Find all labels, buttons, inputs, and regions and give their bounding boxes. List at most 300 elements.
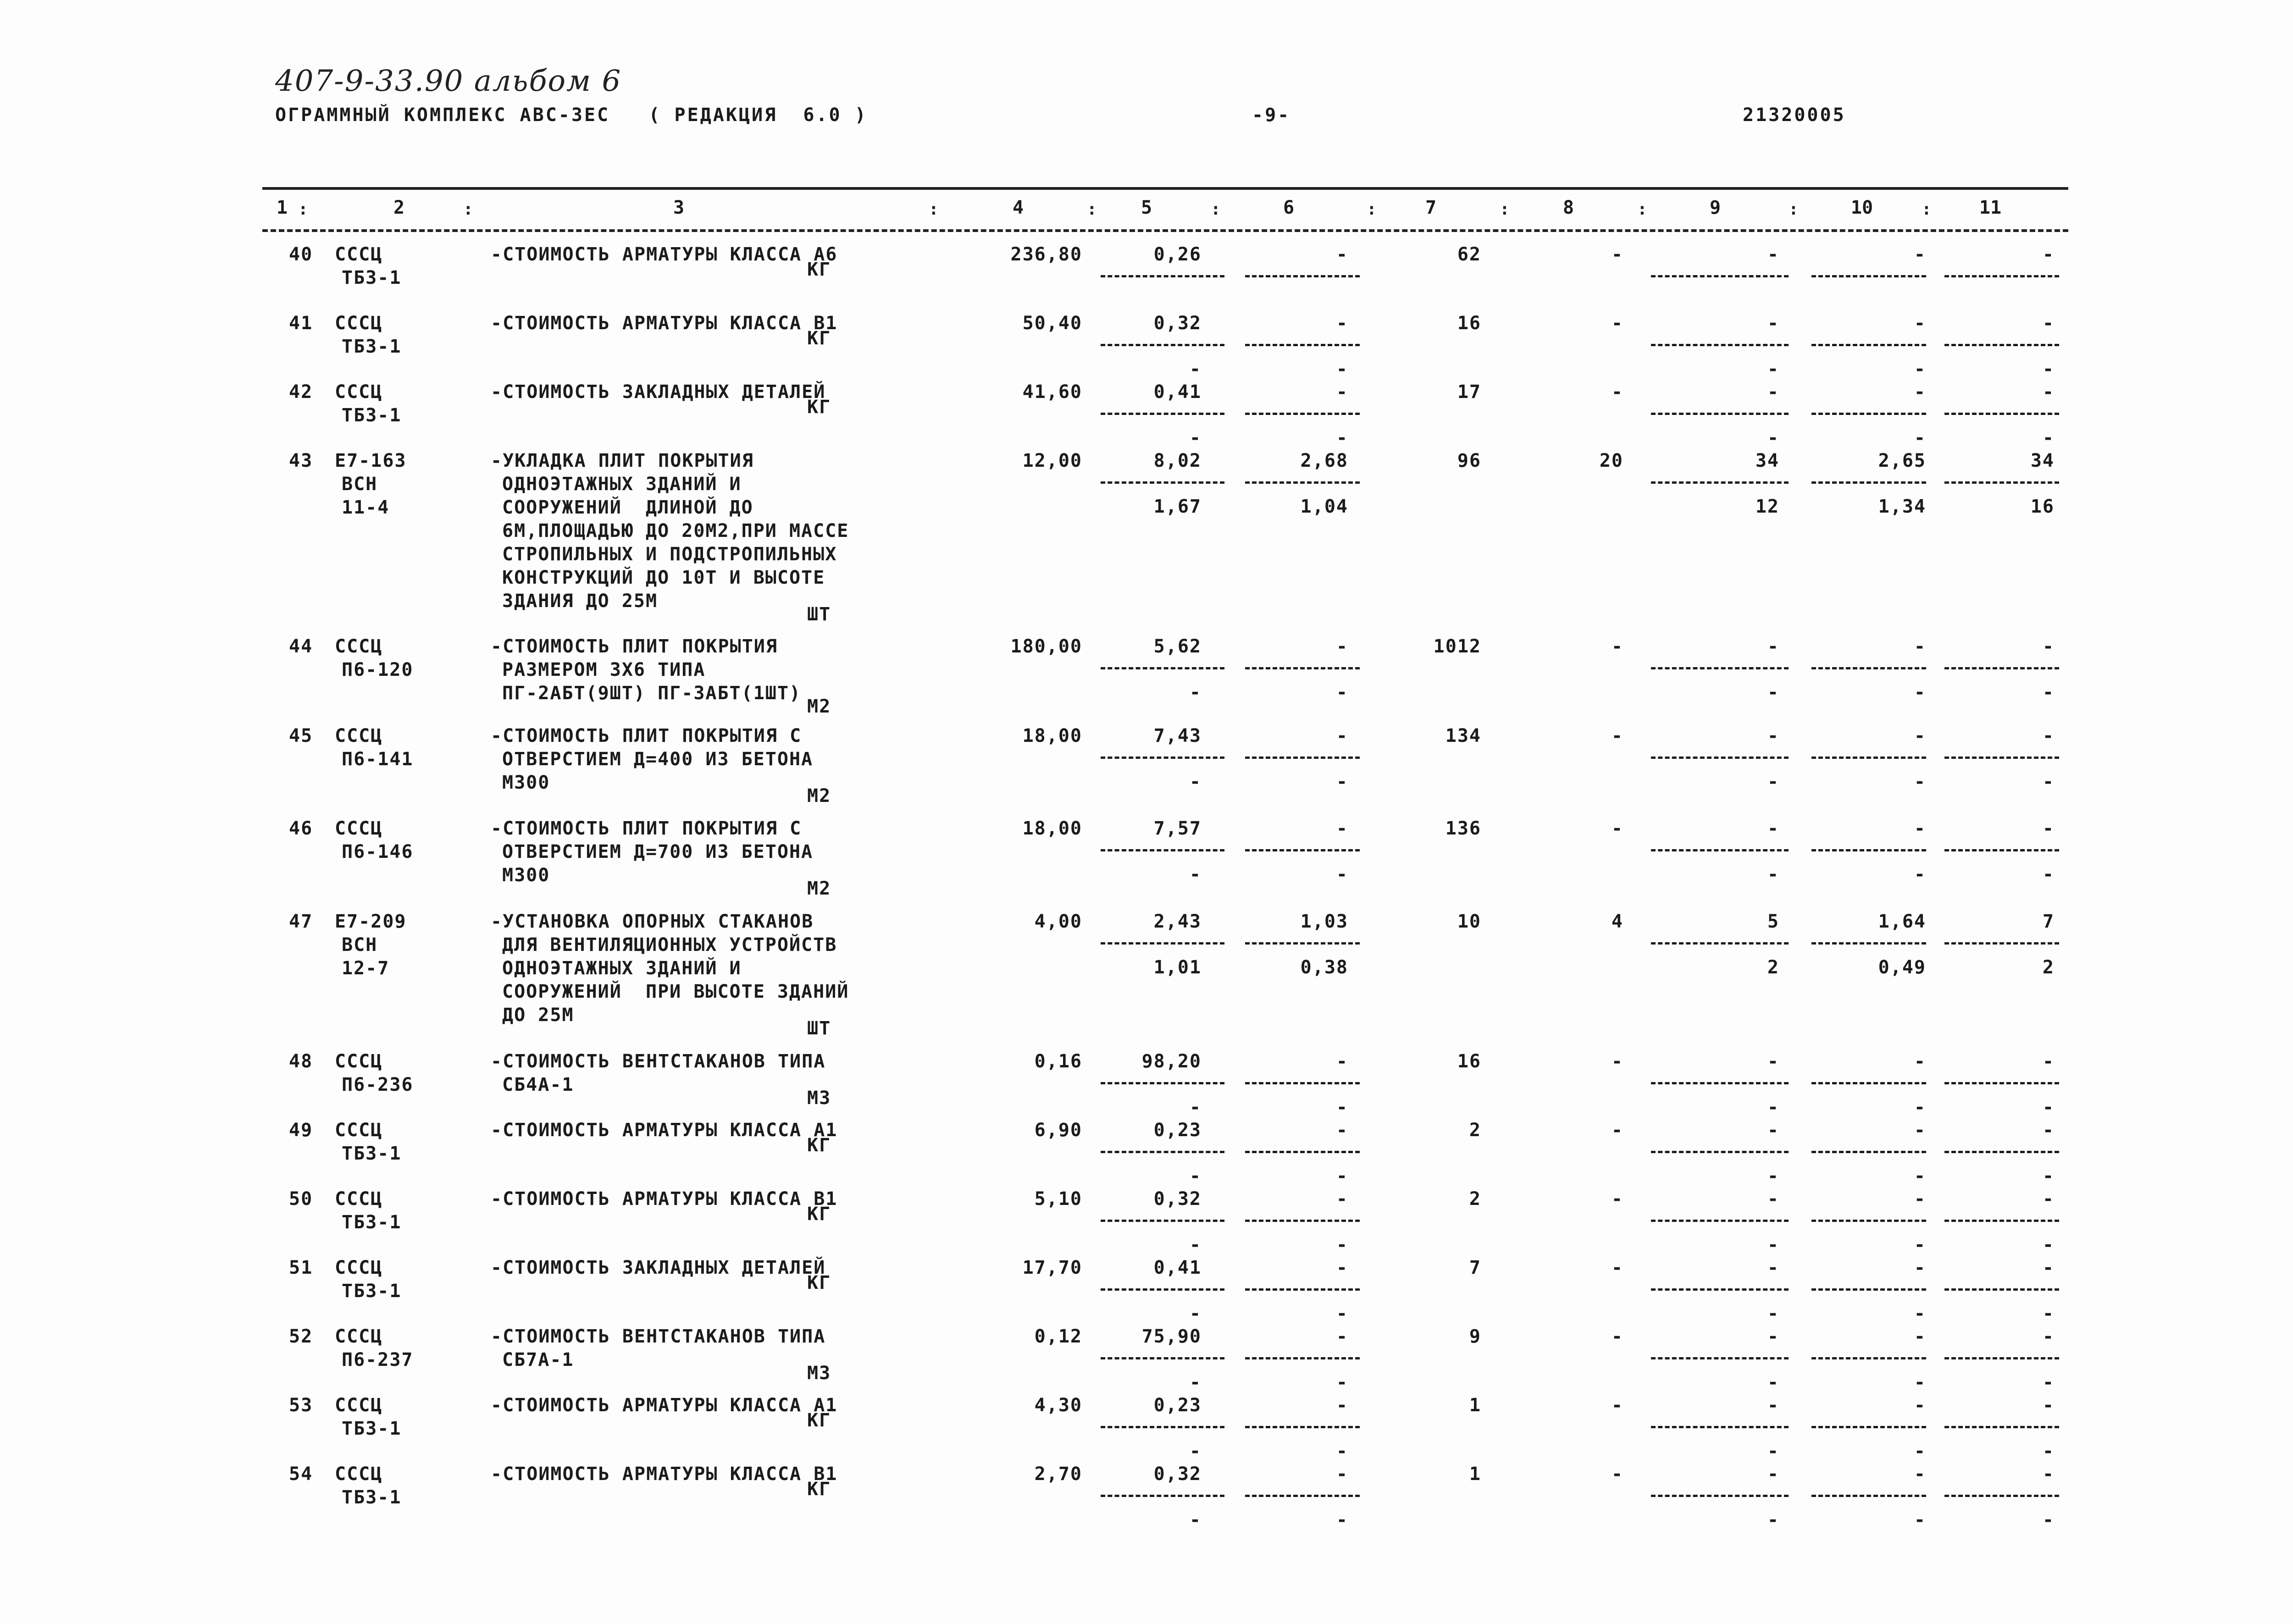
row-code: СССЦ <box>335 313 383 334</box>
table-top-rule <box>262 187 2068 190</box>
row-col6: - <box>1336 636 1348 657</box>
col11-underline <box>1944 757 2059 759</box>
row-col6: - <box>1336 1051 1348 1072</box>
row-unit-cost: 0,41 <box>1153 381 1202 403</box>
row-col11: 34 <box>2030 450 2055 471</box>
row-col9: 5 <box>1767 911 1779 932</box>
col6-underline <box>1245 275 1360 277</box>
row-col11: - <box>2042 1188 2055 1210</box>
row-col9-sub: - <box>1767 1303 1779 1324</box>
row-unit: КГ <box>807 259 831 280</box>
row-code: СССЦ <box>335 244 383 265</box>
row-number: 45 <box>289 725 313 746</box>
row-col8: - <box>1611 1395 1623 1416</box>
col10-underline <box>1811 1151 1926 1153</box>
row-col9: - <box>1767 1326 1779 1347</box>
row-col8: 4 <box>1611 911 1623 932</box>
row-col6-sub: - <box>1336 1372 1348 1393</box>
column-number: 8 <box>1562 197 1574 218</box>
col10-underline <box>1811 275 1926 277</box>
row-col10-sub: - <box>1914 771 1926 792</box>
row-unit: ШТ <box>807 1018 831 1039</box>
row-code: СССЦ <box>335 1464 383 1485</box>
row-code: СССЦ <box>335 1188 383 1210</box>
row-col10: - <box>1914 244 1926 265</box>
col9-underline <box>1651 1426 1789 1428</box>
row-number: 42 <box>289 381 313 403</box>
row-description: -СТОИМОСТЬ ЗАКЛАДНЫХ ДЕТАЛЕЙ <box>491 381 826 403</box>
unit-cost-underline <box>1101 1151 1224 1153</box>
row-description: М300 <box>502 772 550 793</box>
row-code: 12-7 <box>342 958 390 979</box>
handwritten-album-note: 407-9-33.90 альбом 6 <box>275 64 622 98</box>
row-col10: - <box>1914 1326 1926 1347</box>
unit-cost-underline <box>1101 1357 1224 1359</box>
unit-cost-underline <box>1101 849 1224 851</box>
row-col10: - <box>1914 1257 1926 1278</box>
row-col10-sub: - <box>1914 1234 1926 1255</box>
column-number: 6 <box>1283 197 1295 218</box>
row-col6-sub: - <box>1336 771 1348 792</box>
col9-underline <box>1651 757 1789 759</box>
row-col10: - <box>1914 636 1926 657</box>
unit-cost-underline <box>1101 1220 1224 1222</box>
row-unit: КГ <box>807 1272 831 1293</box>
row-col6-sub: 1,04 <box>1300 496 1348 517</box>
row-unit: КГ <box>807 1204 831 1225</box>
row-col11-sub: - <box>2042 1372 2055 1393</box>
column-separator: : <box>1637 200 1647 219</box>
column-separator: : <box>1500 200 1510 219</box>
row-description: ПГ-2АБТ(9ШТ) ПГ-3АБТ(1ШТ) <box>502 683 802 704</box>
row-unit-cost: 0,41 <box>1153 1257 1202 1278</box>
row-col10: - <box>1914 1395 1926 1416</box>
row-quantity: 2,70 <box>1034 1464 1082 1485</box>
row-code: П6-236 <box>342 1074 414 1095</box>
row-description: 6М,ПЛОЩАДЬЮ ДО 20М2,ПРИ МАССЕ <box>502 520 849 541</box>
row-col8: - <box>1611 636 1623 657</box>
col11-underline <box>1944 1082 2059 1084</box>
row-code: СССЦ <box>335 636 383 657</box>
row-col9: - <box>1767 1464 1779 1485</box>
row-col8: - <box>1611 1464 1623 1485</box>
row-description: РАЗМЕРОМ 3Х6 ТИПА <box>502 659 706 680</box>
row-col8: - <box>1611 1257 1623 1278</box>
row-total: 62 <box>1457 244 1481 265</box>
col6-underline <box>1245 849 1360 851</box>
col10-underline <box>1811 849 1926 851</box>
row-total: 10 <box>1457 911 1481 932</box>
col11-underline <box>1944 1220 2059 1222</box>
row-unit-cost: 0,23 <box>1153 1120 1202 1141</box>
row-description: СБ7А-1 <box>502 1349 574 1370</box>
row-col9: - <box>1767 636 1779 657</box>
row-col8: - <box>1611 381 1623 403</box>
row-total: 1 <box>1469 1395 1481 1416</box>
row-col11-sub: - <box>2042 359 2055 380</box>
row-quantity: 41,60 <box>1022 381 1082 403</box>
row-description: ОТВЕРСТИЕМ Д=400 ИЗ БЕТОНА <box>502 749 814 770</box>
row-col10: - <box>1914 1120 1926 1141</box>
column-number: 7 <box>1425 197 1437 218</box>
row-col6: - <box>1336 1257 1348 1278</box>
row-col6-sub: - <box>1336 864 1348 885</box>
row-col8: - <box>1611 818 1623 839</box>
unit-cost-underline <box>1101 481 1224 484</box>
column-number: 1 <box>276 197 288 218</box>
row-col6: - <box>1336 313 1348 334</box>
row-quantity: 0,12 <box>1034 1326 1082 1347</box>
row-quantity: 236,80 <box>1010 244 1082 265</box>
row-number: 49 <box>289 1120 313 1141</box>
row-code: СССЦ <box>335 725 383 746</box>
row-col9-sub: - <box>1767 1372 1779 1393</box>
col11-underline <box>1944 942 2059 945</box>
row-col9: - <box>1767 1120 1779 1141</box>
row-col10-sub: - <box>1914 1509 1926 1530</box>
row-unit-cost: 0,32 <box>1153 1188 1202 1210</box>
col6-underline <box>1245 1151 1360 1153</box>
row-col8: - <box>1611 1188 1623 1210</box>
row-description: ДО 25М <box>502 1005 574 1026</box>
column-number: 3 <box>673 197 685 218</box>
row-unit: М2 <box>807 696 831 717</box>
col11-underline <box>1944 667 2059 669</box>
row-number: 44 <box>289 636 313 657</box>
row-col9: - <box>1767 244 1779 265</box>
row-col9-sub: 12 <box>1755 496 1779 517</box>
row-col10-sub: 0,49 <box>1878 957 1926 978</box>
row-code: СССЦ <box>335 381 383 403</box>
row-col11-sub: - <box>2042 1097 2055 1118</box>
row-number: 48 <box>289 1051 313 1072</box>
row-number: 47 <box>289 911 313 932</box>
row-number: 51 <box>289 1257 313 1278</box>
row-unit: ШТ <box>807 604 831 625</box>
row-col9: - <box>1767 1395 1779 1416</box>
col10-underline <box>1811 413 1926 415</box>
row-code: СССЦ <box>335 1326 383 1347</box>
row-unit-cost-sub: - <box>1189 427 1202 448</box>
col11-underline <box>1944 481 2059 484</box>
row-description: -СТОИМОСТЬ АРМАТУРЫ КЛАССА В1 <box>491 1188 838 1210</box>
row-col6: - <box>1336 725 1348 746</box>
col9-underline <box>1651 413 1789 415</box>
row-col11: - <box>2042 636 2055 657</box>
row-col10: - <box>1914 1051 1926 1072</box>
row-code: СССЦ <box>335 1120 383 1141</box>
row-total: 136 <box>1445 818 1481 839</box>
row-unit-cost-sub: - <box>1189 1166 1202 1187</box>
unit-cost-underline <box>1101 667 1224 669</box>
row-col9-sub: - <box>1767 1509 1779 1530</box>
row-description: ЗДАНИЯ ДО 25М <box>502 591 658 612</box>
row-col10-sub: 1,34 <box>1878 496 1926 517</box>
unit-cost-underline <box>1101 1082 1224 1084</box>
row-col10: 1,64 <box>1878 911 1926 932</box>
row-col9-sub: 2 <box>1767 957 1779 978</box>
row-col9-sub: - <box>1767 682 1779 703</box>
row-col6-sub: 0,38 <box>1300 957 1348 978</box>
row-description: ОТВЕРСТИЕМ Д=700 ИЗ БЕТОНА <box>502 841 814 862</box>
row-total: 2 <box>1469 1188 1481 1210</box>
column-separator: : <box>1087 200 1097 219</box>
row-col6-sub: - <box>1336 1166 1348 1187</box>
row-col9-sub: - <box>1767 1441 1779 1462</box>
col9-underline <box>1651 1288 1789 1291</box>
col9-underline <box>1651 667 1789 669</box>
row-col8: 20 <box>1599 450 1623 471</box>
row-col6-sub: - <box>1336 682 1348 703</box>
row-col6: - <box>1336 1188 1348 1210</box>
page-number: -9- <box>1252 105 1291 126</box>
row-col6: - <box>1336 381 1348 403</box>
row-unit-cost: 7,43 <box>1153 725 1202 746</box>
row-description: ДЛЯ ВЕНТИЛЯЦИОННЫХ УСТРОЙСТВ <box>502 934 837 956</box>
unit-cost-underline <box>1101 1426 1224 1428</box>
row-quantity: 6,90 <box>1034 1120 1082 1141</box>
row-col8: - <box>1611 1051 1623 1072</box>
row-unit-cost-sub: - <box>1189 1509 1202 1530</box>
col6-underline <box>1245 413 1360 415</box>
row-unit-cost-sub: - <box>1189 864 1202 885</box>
row-unit-cost-sub: - <box>1189 1097 1202 1118</box>
row-col6: - <box>1336 1395 1348 1416</box>
row-description: -УКЛАДКА ПЛИТ ПОКРЫТИЯ <box>491 450 754 471</box>
row-col11-sub: 16 <box>2030 496 2055 517</box>
row-col9: - <box>1767 381 1779 403</box>
col6-underline <box>1245 1495 1360 1497</box>
row-number: 43 <box>289 450 313 471</box>
row-code: ТБ3-1 <box>342 1487 402 1508</box>
column-number: 2 <box>393 197 405 218</box>
col9-underline <box>1651 1151 1789 1153</box>
row-code: Е7-163 <box>335 450 407 471</box>
row-code: П6-146 <box>342 841 414 862</box>
row-description: -СТОИМОСТЬ АРМАТУРЫ КЛАССА А1 <box>491 1395 838 1416</box>
col11-underline <box>1944 1426 2059 1428</box>
row-description: СООРУЖЕНИЙ ПРИ ВЫСОТЕ ЗДАНИЙ <box>502 981 849 1002</box>
row-col10-sub: - <box>1914 1303 1926 1324</box>
col10-underline <box>1811 1426 1926 1428</box>
row-col10: - <box>1914 725 1926 746</box>
row-unit-cost: 0,23 <box>1153 1395 1202 1416</box>
row-unit-cost-sub: - <box>1189 1303 1202 1324</box>
row-description: ОДНОЭТАЖНЫХ ЗДАНИЙ И <box>502 474 742 495</box>
column-separator: : <box>1367 200 1377 219</box>
row-col10: - <box>1914 313 1926 334</box>
row-code: ВСН <box>342 934 378 956</box>
row-quantity: 17,70 <box>1022 1257 1082 1278</box>
row-col11: - <box>2042 1326 2055 1347</box>
row-col11-sub: 2 <box>2042 957 2055 978</box>
row-col11-sub: - <box>2042 864 2055 885</box>
row-unit-cost-sub: - <box>1189 682 1202 703</box>
row-col10: 2,65 <box>1878 450 1926 471</box>
col9-underline <box>1651 1357 1789 1359</box>
row-total: 16 <box>1457 1051 1481 1072</box>
row-col9: - <box>1767 1188 1779 1210</box>
col10-underline <box>1811 1082 1926 1084</box>
col9-underline <box>1651 481 1789 484</box>
col9-underline <box>1651 344 1789 346</box>
row-col10-sub: - <box>1914 359 1926 380</box>
col10-underline <box>1811 1357 1926 1359</box>
col9-underline <box>1651 1082 1789 1084</box>
row-col11-sub: - <box>2042 1234 2055 1255</box>
row-unit-cost-sub: - <box>1189 1441 1202 1462</box>
row-unit-cost: 7,57 <box>1153 818 1202 839</box>
col10-underline <box>1811 942 1926 945</box>
row-description: -СТОИМОСТЬ ПЛИТ ПОКРЫТИЯ <box>491 636 778 657</box>
row-col11: - <box>2042 725 2055 746</box>
row-unit-cost-sub: 1,67 <box>1153 496 1202 517</box>
unit-cost-underline <box>1101 344 1224 346</box>
row-number: 52 <box>289 1326 313 1347</box>
row-col6-sub: - <box>1336 1097 1348 1118</box>
row-unit-cost: 0,32 <box>1153 313 1202 334</box>
col6-underline <box>1245 1288 1360 1291</box>
row-col9: - <box>1767 1051 1779 1072</box>
row-quantity: 0,16 <box>1034 1051 1082 1072</box>
col11-underline <box>1944 275 2059 277</box>
unit-cost-underline <box>1101 1495 1224 1497</box>
col11-underline <box>1944 1357 2059 1359</box>
row-unit: М3 <box>807 1363 831 1384</box>
row-code: ТБ3-1 <box>342 336 402 357</box>
row-number: 54 <box>289 1464 313 1485</box>
col6-underline <box>1245 1426 1360 1428</box>
row-quantity: 180,00 <box>1010 636 1082 657</box>
col9-underline <box>1651 275 1789 277</box>
row-col9-sub: - <box>1767 1097 1779 1118</box>
row-col8: - <box>1611 725 1623 746</box>
col6-underline <box>1245 1082 1360 1084</box>
row-number: 46 <box>289 818 313 839</box>
row-quantity: 18,00 <box>1022 818 1082 839</box>
unit-cost-underline <box>1101 757 1224 759</box>
row-unit: КГ <box>807 1479 831 1500</box>
row-unit: КГ <box>807 1135 831 1156</box>
row-col9: - <box>1767 725 1779 746</box>
row-col6-sub: - <box>1336 1234 1348 1255</box>
row-unit-cost: 0,26 <box>1153 244 1202 265</box>
row-col10-sub: - <box>1914 864 1926 885</box>
col11-underline <box>1944 413 2059 415</box>
column-number: 4 <box>1012 197 1024 218</box>
row-col11-sub: - <box>2042 1303 2055 1324</box>
row-code: ТБ3-1 <box>342 1418 402 1439</box>
row-description: КОНСТРУКЦИЙ ДО 10Т И ВЫСОТЕ <box>502 567 825 588</box>
row-code: ТБ3-1 <box>342 1281 402 1302</box>
row-quantity: 18,00 <box>1022 725 1082 746</box>
col9-underline <box>1651 1495 1789 1497</box>
row-total: 2 <box>1469 1120 1481 1141</box>
row-unit-cost: 5,62 <box>1153 636 1202 657</box>
row-description: -СТОИМОСТЬ АРМАТУРЫ КЛАССА А6 <box>491 244 838 265</box>
unit-cost-underline <box>1101 942 1224 945</box>
row-unit-cost-sub: - <box>1189 1234 1202 1255</box>
col9-underline <box>1651 1220 1789 1222</box>
row-col6: - <box>1336 818 1348 839</box>
row-number: 41 <box>289 313 313 334</box>
row-description: -СТОИМОСТЬ ВЕНТСТАКАНОВ ТИПА <box>491 1051 826 1072</box>
row-quantity: 4,30 <box>1034 1395 1082 1416</box>
row-description: -УСТАНОВКА ОПОРНЫХ СТАКАНОВ <box>491 911 814 932</box>
row-col6: - <box>1336 1120 1348 1141</box>
row-unit-cost: 98,20 <box>1141 1051 1202 1072</box>
col10-underline <box>1811 667 1926 669</box>
row-col6: - <box>1336 1464 1348 1485</box>
row-col11: - <box>2042 1464 2055 1485</box>
row-col8: - <box>1611 244 1623 265</box>
row-unit: КГ <box>807 397 831 418</box>
row-col10-sub: - <box>1914 1372 1926 1393</box>
col6-underline <box>1245 757 1360 759</box>
row-unit-cost: 75,90 <box>1141 1326 1202 1347</box>
row-col11-sub: - <box>2042 1441 2055 1462</box>
row-number: 53 <box>289 1395 313 1416</box>
row-code: ВСН <box>342 474 378 495</box>
row-unit: М3 <box>807 1088 831 1109</box>
row-description: -СТОИМОСТЬ АРМАТУРЫ КЛАССА В1 <box>491 1464 838 1485</box>
row-description: М300 <box>502 865 550 886</box>
row-col6: - <box>1336 244 1348 265</box>
row-col10-sub: - <box>1914 1166 1926 1187</box>
row-description: -СТОИМОСТЬ ПЛИТ ПОКРЫТИЯ С <box>491 818 802 839</box>
row-col9: - <box>1767 313 1779 334</box>
col6-underline <box>1245 667 1360 669</box>
row-description: -СТОИМОСТЬ АРМАТУРЫ КЛАССА А1 <box>491 1120 838 1141</box>
row-col11: - <box>2042 1051 2055 1072</box>
row-description: ОДНОЭТАЖНЫХ ЗДАНИЙ И <box>502 958 742 979</box>
row-col11: - <box>2042 818 2055 839</box>
column-separator: : <box>1789 200 1799 219</box>
column-number: 5 <box>1141 197 1152 218</box>
row-quantity: 4,00 <box>1034 911 1082 932</box>
col10-underline <box>1811 757 1926 759</box>
row-total: 1012 <box>1433 636 1481 657</box>
row-col11-sub: - <box>2042 771 2055 792</box>
row-unit: М2 <box>807 878 831 899</box>
row-col8: - <box>1611 1120 1623 1141</box>
row-total: 1 <box>1469 1464 1481 1485</box>
unit-cost-underline <box>1101 413 1224 415</box>
column-separator: : <box>1211 200 1221 219</box>
row-col9: 34 <box>1755 450 1779 471</box>
column-number: 11 <box>1979 197 2002 218</box>
row-number: 40 <box>289 244 313 265</box>
row-unit-cost-sub: - <box>1189 1372 1202 1393</box>
row-col9-sub: - <box>1767 427 1779 448</box>
col9-underline <box>1651 849 1789 851</box>
row-col8: - <box>1611 1326 1623 1347</box>
row-col10-sub: - <box>1914 427 1926 448</box>
row-unit-cost-sub: 1,01 <box>1153 957 1202 978</box>
col9-underline <box>1651 942 1789 945</box>
col10-underline <box>1811 1288 1926 1291</box>
row-code: Е7-209 <box>335 911 407 932</box>
column-separator: : <box>929 200 939 219</box>
row-col9-sub: - <box>1767 1234 1779 1255</box>
row-col8: - <box>1611 313 1623 334</box>
row-col6-sub: - <box>1336 1303 1348 1324</box>
row-col11-sub: - <box>2042 427 2055 448</box>
row-col11: - <box>2042 1257 2055 1278</box>
col11-underline <box>1944 849 2059 851</box>
col6-underline <box>1245 942 1360 945</box>
row-col11: - <box>2042 244 2055 265</box>
